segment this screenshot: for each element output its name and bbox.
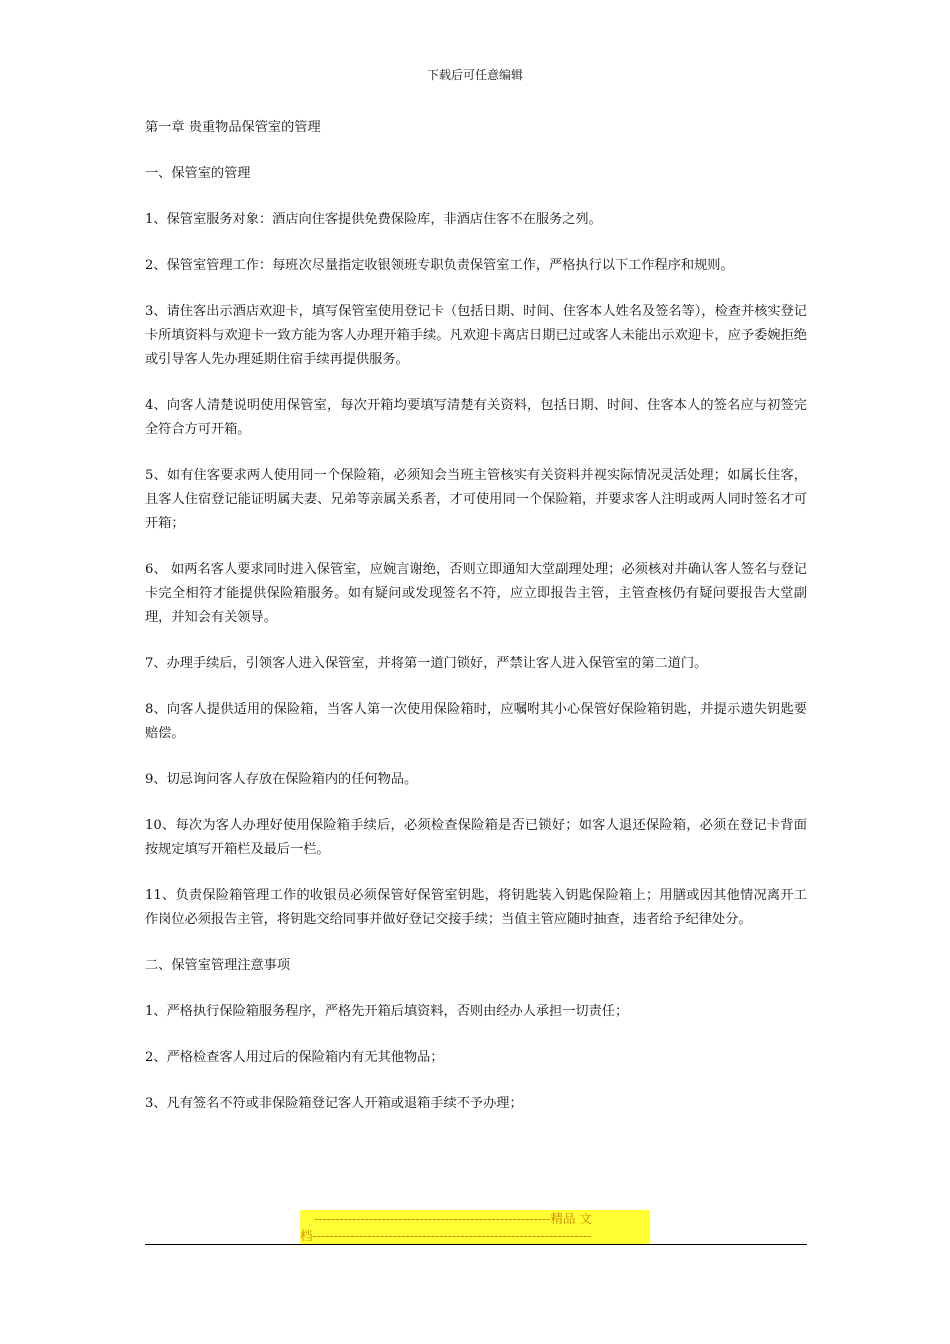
section-title: 一、保管室的管理 — [145, 166, 251, 181]
page-footer — [300, 1210, 650, 1244]
paragraph: 7、办理手续后，引领客人进入保管室，并将第一道门锁好，严禁让客人进入保管室的第二道门。 — [145, 656, 708, 671]
chapter-title: 第一章 贵重物品保管室的管理 — [145, 120, 321, 135]
paragraph: 11、负责保险箱管理工作的收银员必须保管好保管室钥匙，将钥匙装入钥匙保险箱上；用膳或因其他情况离开工作岗位必须报告主管，将钥匙交给同事并做好登记交接手续；当值主管应随时抽查，违者给予纪律处分。 — [145, 888, 807, 927]
paragraph: 2、保管室管理工作：每班次尽量指定收银领班专职负责保管室工作，严格执行以下工作程序和规则。 — [145, 258, 734, 273]
paragraph: 1、严格执行保险箱服务程序，严格先开箱后填资料，否则由经办人承担一切责任； — [145, 1004, 629, 1019]
footer-line: 档------------------------------------------------------------------ — [300, 1227, 650, 1244]
section-title: 二、保管室管理注意事项 — [145, 958, 291, 973]
paragraph: 3、凡有签名不符或非保险箱登记客人开箱或退箱手续不予办理； — [145, 1096, 523, 1111]
document-body — [145, 116, 807, 1138]
paragraph: 10、每次为客人办理好使用保险箱手续后，必须检查保险箱是否已锁好；如客人退还保险箱，必须在登记卡背面按规定填写开箱栏及最后一栏。 — [145, 818, 807, 857]
footer-line: --------------------------------------------------------精品 文 — [300, 1210, 650, 1227]
page-header: 下载后可任意编辑 — [426, 68, 523, 82]
paragraph: 4、向客人清楚说明使用保管室，每次开箱均要填写清楚有关资料，包括日期、时间、住客本人的签名应与初签完全符合方可开箱。 — [145, 398, 807, 437]
footer-rule — [145, 1244, 807, 1245]
paragraph: 5、如有住客要求两人使用同一个保险箱，必须知会当班主管核实有关资料并视实际情况灵活处理；如属长住客，且客人住宿登记能证明属夫妻、兄弟等亲属关系者，才可使用同一个保险箱，并要求客人注明或两人同时签名才可开箱； — [145, 468, 807, 531]
paragraph: 2、严格检查客人用过后的保险箱内有无其他物品； — [145, 1050, 444, 1065]
paragraph: 1、保管室服务对象：酒店向住客提供免费保险库，非酒店住客不在服务之列。 — [145, 212, 602, 227]
paragraph: 3、请住客出示酒店欢迎卡，填写保管室使用登记卡（包括日期、时间、住客本人姓名及签名等），检查并核实登记卡所填资料与欢迎卡一致方能为客人办理开箱手续。凡欢迎卡离店日期已过或客人未能出示欢迎卡，应予委婉拒绝或引导客人先办理延期住宿手续再提供服务。 — [145, 304, 807, 367]
paragraph: 9、切忌询问客人存放在保险箱内的任何物品。 — [145, 772, 418, 787]
paragraph: 8、向客人提供适用的保险箱，当客人第一次使用保险箱时，应嘱咐其小心保管好保险箱钥匙，并提示遗失钥匙要赔偿。 — [145, 702, 807, 741]
paragraph: 6、 如两名客人要求同时进入保管室，应婉言谢绝，否则立即通知大堂副理处理；必须核对并确认客人签名与登记卡完全相符才能提供保险箱服务。如有疑问或发现签名不符，应立即报告主管，主管查核仍有疑问要报告大堂副理，并知会有关领导。 — [145, 562, 807, 625]
